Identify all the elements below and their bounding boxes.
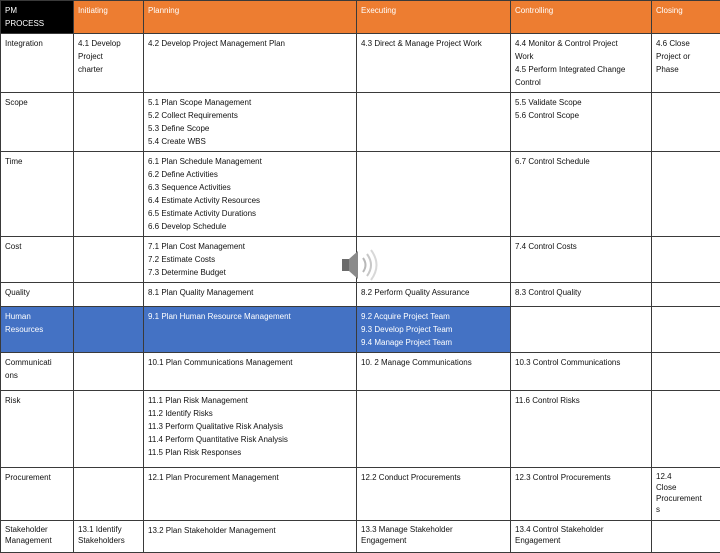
integration-initiating: 4.1 Develop Project charter: [74, 34, 144, 93]
communications-controlling: 10.3 Control Communications: [511, 353, 652, 391]
hr-planning: 9.1 Plan Human Resource Management: [144, 307, 357, 353]
row-communications: [1, 353, 720, 391]
area-time: Time: [1, 152, 74, 237]
row-risk: [1, 391, 720, 468]
area-cost: Cost: [1, 237, 74, 283]
cost-planning: 7.1 Plan Cost Management 7.2 Estimate Costs 7.3 Determine Budget: [144, 237, 357, 283]
risk-initiating: [74, 391, 144, 468]
header-initiating: Initiating: [74, 1, 144, 34]
integration-closing: 4.6 Close Project or Phase: [652, 34, 720, 93]
quality-executing: 8.2 Perform Quality Assurance: [357, 283, 511, 307]
stakeholder-controlling: 13.4 Control Stakeholder Engagement: [511, 521, 652, 553]
time-planning: 6.1 Plan Schedule Management 6.2 Define Activities 6.3 Sequence Activities 6.4 Estimate Activity Resources 6.5 Estimate Activity Durations 6.6 Develop Schedule: [144, 152, 357, 237]
header-row: [1, 1, 720, 34]
quality-closing: [652, 283, 720, 307]
scope-initiating: [74, 93, 144, 152]
header-closing: Closing: [652, 1, 720, 34]
communications-initiating: [74, 353, 144, 391]
stakeholder-planning: 13.2 Plan Stakeholder Management: [144, 521, 357, 553]
stakeholder-initiating: 13.1 Identify Stakeholders: [74, 521, 144, 553]
stakeholder-executing: 13.3 Manage Stakeholder Engagement: [357, 521, 511, 553]
header-controlling: Controlling: [511, 1, 652, 34]
scope-planning: 5.1 Plan Scope Management 5.2 Collect Requirements 5.3 Define Scope 5.4 Create WBS: [144, 93, 357, 152]
risk-closing: [652, 391, 720, 468]
communications-executing: 10. 2 Manage Communications: [357, 353, 511, 391]
area-human-resources: Human Resources: [1, 307, 74, 353]
row-time: [1, 152, 720, 237]
quality-initiating: [74, 283, 144, 307]
integration-planning: 4.2 Develop Project Management Plan: [144, 34, 357, 93]
row-quality: [1, 283, 720, 307]
speaker-icon[interactable]: [336, 247, 386, 283]
time-initiating: [74, 152, 144, 237]
hr-controlling: [511, 307, 652, 353]
procurement-controlling: 12.3 Control Procurements: [511, 468, 652, 521]
scope-closing: [652, 93, 720, 152]
area-communications: Communicati ons: [1, 353, 74, 391]
risk-controlling: 11.6 Control Risks: [511, 391, 652, 468]
integration-controlling: 4.4 Monitor & Control Project Work 4.5 Perform Integrated Change Control: [511, 34, 652, 93]
integration-executing: 4.3 Direct & Manage Project Work: [357, 34, 511, 93]
cost-closing: [652, 237, 720, 283]
header-pm-process: PM PROCESS: [1, 1, 74, 34]
quality-controlling: 8.3 Control Quality: [511, 283, 652, 307]
hr-executing: 9.2 Acquire Project Team 9.3 Develop Project Team 9.4 Manage Project Team: [357, 307, 511, 353]
area-integration: Integration: [1, 34, 74, 93]
time-closing: [652, 152, 720, 237]
procurement-planning: 12.1 Plan Procurement Management: [144, 468, 357, 521]
row-integration: [1, 34, 720, 93]
communications-planning: 10.1 Plan Communications Management: [144, 353, 357, 391]
area-scope: Scope: [1, 93, 74, 152]
procurement-closing: 12.4 Close Procurement s: [652, 468, 720, 521]
area-stakeholder: Stakeholder Management: [1, 521, 74, 553]
header-planning: Planning: [144, 1, 357, 34]
area-procurement: Procurement: [1, 468, 74, 521]
time-controlling: 6.7 Control Schedule: [511, 152, 652, 237]
quality-planning: 8.1 Plan Quality Management: [144, 283, 357, 307]
row-procurement: [1, 468, 720, 521]
header-executing: Executing: [357, 1, 511, 34]
risk-planning: 11.1 Plan Risk Management 11.2 Identify Risks 11.3 Perform Qualitative Risk Analysis 11.4 Perform Quantitative Risk Analysis 11.5 Plan Risk Responses: [144, 391, 357, 468]
scope-controlling: 5.5 Validate Scope 5.6 Control Scope: [511, 93, 652, 152]
stakeholder-closing: [652, 521, 720, 553]
row-stakeholder: [1, 521, 720, 553]
hr-initiating: [74, 307, 144, 353]
hr-closing: [652, 307, 720, 353]
row-human-resources: [1, 307, 720, 353]
row-scope: [1, 93, 720, 152]
scope-executing: [357, 93, 511, 152]
procurement-executing: 12.2 Conduct Procurements: [357, 468, 511, 521]
risk-executing: [357, 391, 511, 468]
time-executing: [357, 152, 511, 237]
communications-closing: [652, 353, 720, 391]
cost-initiating: [74, 237, 144, 283]
area-risk: Risk: [1, 391, 74, 468]
cost-controlling: 7.4 Control Costs: [511, 237, 652, 283]
procurement-initiating: [74, 468, 144, 521]
area-quality: Quality: [1, 283, 74, 307]
